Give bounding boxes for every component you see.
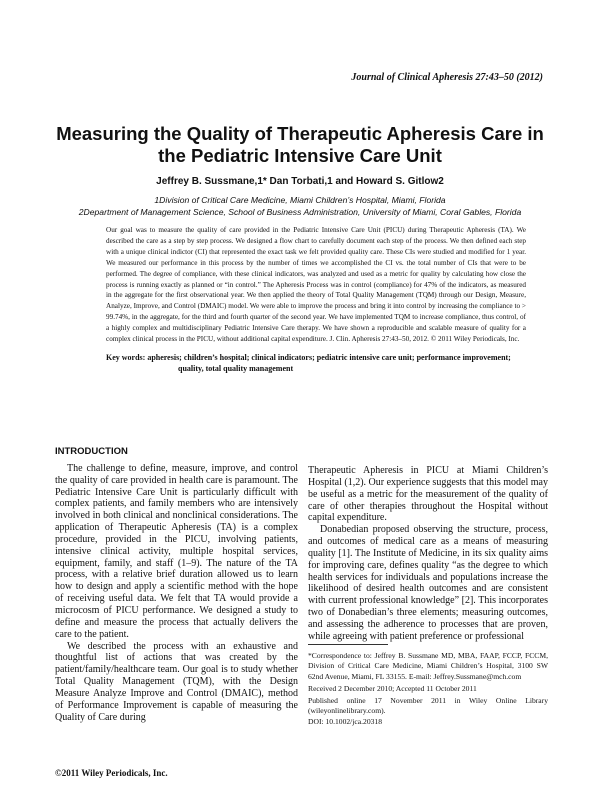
footnote-divider [308, 644, 388, 645]
paragraph: Therapeutic Apheresis in PICU at Miami Children’s Hospital (1,2). Our experience suggests that this model may be useful as a metric for the measurement of the quality of care of other therapies throughout the Hospital without capital expenditure. [308, 465, 548, 524]
received-note: Received 2 December 2010; Accepted 11 October 2011 [308, 683, 477, 693]
author-list: Jeffrey B. Sussmane,1* Dan Torbati,1 and Howard S. Gitlow2 [156, 176, 444, 187]
paragraph: We described the process with an exhaustive and thoughtful list of actions that was created by the patient/family/healthcare team. Our goal is to study whether Total Quality Management (TQM), with the Design Measure Analyze Improve and Control (DMAIC), method of Performance Improvement is capable of measuring the Quality of Care during [55, 640, 298, 723]
doi-note: DOI: 10.1002/jca.20318 [308, 716, 383, 726]
paragraph: Donabedian proposed observing the structure, process, and outcomes of medical care as a means of measuring quality [1]. The Institute of Medicine, in its six quality aims for improving care, defines quality “as the degree to which health services for individuals and populations increase the likelihood of desired health outcomes and are consistent with current professional knowledge” [2]. This incorporates two of Donabedian’s three elements; measuring outcomes, and assessing the adherence to processes that are proven, while agreeing with patient preference or professional [308, 524, 548, 642]
right-column [308, 465, 548, 643]
keywords-text: apheresis; children’s hospital; clinical indicators; pediatric intensive care unit; performance improvement; quality, total quality management [147, 353, 511, 373]
footnotes [308, 651, 548, 727]
journal-citation: Journal of Clinical Apheresis 27:43–50 (2012) [351, 72, 543, 83]
abstract: Our goal was to measure the quality of care provided in the Pediatric Intensive Care Unit (PICU) during Therapeutic Apheresis (TA). We described the care as a step by step process. We designed a flow chart to carefully document each step of the process. We then defined each step with a unique clinical indictor (CI) that represented the exact task we felt provided quality care. These CIs were studied and modified for 1 year. We measured our performance in this process by the number of times we accomplished the CI vs. the total number of CIs that were to be performed. The degree of compliance, with these clinical indicators, was analyzed and used as a metric for quality by calculating how close the process is running exactly as planned or “in control.” The Apheresis Process was in control (compliance) for 47% of the indicators, as measured in the aggregate for the first observational year. We then applied the theory of Total Quality Management (TQM) through our Design, Measure, Analyze, Improve, and Control (DMAIC) model. We were able to improve the process and bring it into control by increasing the compliance to > 99.74%, in the aggregate, for the third and fourth quarter of the second year. We have implemented TQM to increase compliance, thus control, of a highly complex and multidisciplinary Pediatric Intensive Care therapy. We have shown a reproducible and scalable measure of quality for a complex clinical process in the PICU, without additional capital expenditure. J. Clin. Apheresis 27:43–50, 2012. © 2011 Wiley Periodicals, Inc. [106, 226, 526, 344]
copyright: ©2011 Wiley Periodicals, Inc. [55, 768, 168, 778]
section-heading-introduction: INTRODUCTION [55, 446, 128, 457]
published-note: Published online 17 November 2011 in Wiley Online Library (wileyonlinelibrary.com). [308, 696, 548, 716]
left-column [55, 446, 298, 723]
keywords [106, 352, 526, 374]
affiliation-2: 2Department of Management Science, School of Business Administration, University of Miami, Coral Gables, Florida [78, 207, 522, 217]
affiliation-1: 1Division of Critical Care Medicine, Miami Children’s Hospital, Miami, Florida [154, 195, 446, 205]
paragraph: The challenge to define, measure, improve, and control the quality of care provided in health care is paramount. The Pediatric Intensive Care Unit is particularly difficult with complex patients, and family members who are intensively involved in both clinical and nonclinical considerations. The application of Therapeutic Apheresis (TA) is a complex procedure, provided in the PICU, involving patients, intensive clinical activity, multiple hospital services, equipment, family, and staff (1–9). The nature of the TA process, with a relative brief duration allowed us to learn how to design and apply a scientific method with the hope of receiving useful data. We felt that TA would provide a microcosm of PICU performance. We designed a study to define and measure the process that actually delivers the care to the patient. [55, 462, 298, 640]
correspondence-note: *Correspondence to: Jeffrey B. Sussmane MD, MBA, FAAP, FCCP, FCCM, Division of Critical Care Medicine, Miami Children’s Hospital, 3100 SW 62nd Avenue, Miami, FL 33155. E-mail: Jeffrey.Sussmane@mch.com [308, 651, 548, 681]
keywords-label: Key words: [106, 353, 146, 362]
article-title: Measuring the Quality of Therapeutic Apheresis Care in the Pediatric Intensive Care Unit [56, 123, 544, 166]
